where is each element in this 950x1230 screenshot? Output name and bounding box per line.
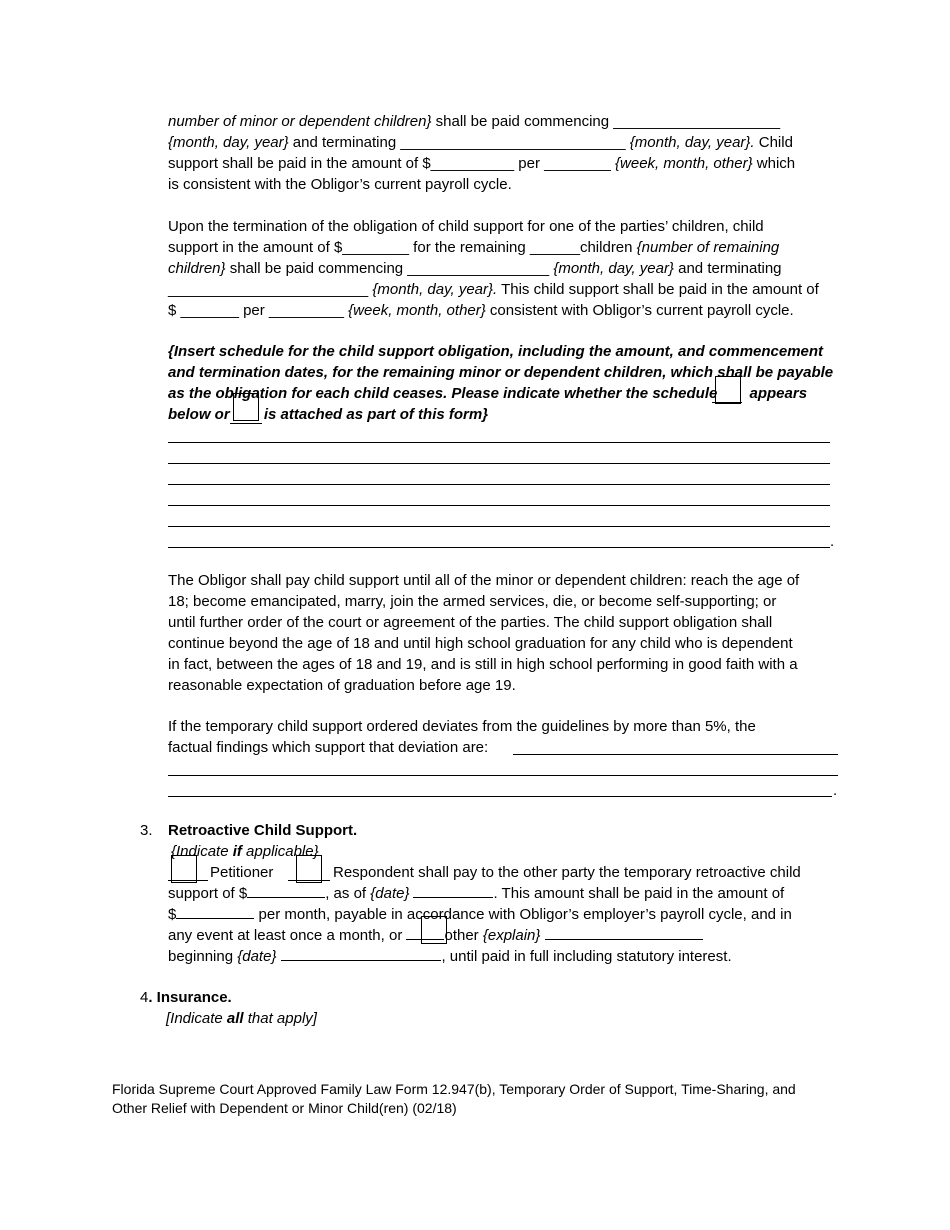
text: consistent with Obligor’s current payroll cycle. (485, 302, 794, 319)
text: applicable} (241, 843, 319, 860)
text: and terminating (673, 260, 782, 277)
text: This child support shall be paid in the amount of (497, 281, 819, 298)
text: in fact, between the ages of 18 and 19, and is still in high school performing in good faith with a (168, 656, 798, 673)
text: that apply] (243, 1010, 317, 1027)
text: if (232, 843, 242, 860)
blank-line[interactable] (168, 484, 830, 485)
deviation-findings-line[interactable] (168, 796, 832, 797)
text: per month, payable in accordance with Obligor’s employer’s payroll cycle, and in (254, 906, 792, 923)
other-checkbox[interactable] (421, 916, 447, 944)
text: {month, day, year}. (372, 281, 498, 298)
text: number of minor or dependent children} (168, 113, 432, 130)
blank-line[interactable] (168, 547, 830, 548)
retro-as-of-date-field[interactable] (413, 884, 493, 898)
text: and termination dates, for the remaining minor or dependent children, which shall be payable (168, 364, 834, 381)
text: beginning (168, 948, 238, 965)
schedule-attached-checkbox[interactable] (233, 393, 259, 421)
blank-line[interactable] (168, 442, 830, 443)
text: {week, month, other} (615, 155, 753, 172)
text: is attached as part of this form} (259, 406, 489, 423)
text: Upon the termination of the obligation of child support for one of the parties’ children, child (168, 218, 764, 235)
retro-support-amount-field[interactable] (247, 884, 325, 898)
text: and terminating ___________________________ (288, 134, 630, 151)
text: {number of remaining (636, 239, 780, 256)
respondent-label: Respondent shall pay to the other party the temporary retroactive child (333, 864, 801, 881)
text: . This amount shall be paid in the amount of (493, 885, 785, 902)
text: until further order of the court or agreement of the parties. The child support obligation shall (168, 614, 773, 631)
footer-line: Florida Supreme Court Approved Family Law Form 12.947(b), Temporary Order of Support, Time-Sharing, and (112, 1081, 796, 1097)
text: support shall be paid in the amount of $__________ per ________ (168, 155, 616, 172)
text: {date} (370, 885, 410, 902)
text: Child (754, 134, 793, 151)
text: 18; become emancipated, marry, join the armed services, die, or become self-supporting; or (168, 593, 777, 610)
text: {Insert schedule for the child support obligation, including the amount, and commencement (168, 343, 824, 360)
text: If the temporary child support ordered deviates from the guidelines by more than 5%, the (168, 718, 756, 735)
blank-line[interactable] (168, 463, 830, 464)
section-number: 3. (140, 822, 153, 839)
text: . (833, 782, 838, 799)
text: {month, day, year} (168, 134, 289, 151)
text: $ (168, 906, 177, 923)
text: {month, day, year} (553, 260, 674, 277)
respondent-checkbox[interactable] (296, 855, 322, 883)
footer-line: Other Relief with Dependent or Minor Child(ren) (02/18) (112, 1100, 457, 1116)
text: factual findings which support that deviation are: (168, 739, 489, 756)
beginning-date-field[interactable] (281, 947, 441, 961)
petitioner-checkbox[interactable] (171, 855, 197, 883)
text: is consistent with the Obligor’s current payroll cycle. (168, 176, 512, 193)
text: {month, day, year}. (629, 134, 755, 151)
text: as the obligation for each child ceases. Please indicate whether the schedule (168, 385, 722, 402)
text: The Obligor shall pay child support until all of the minor or dependent children: reach the age of (168, 572, 800, 589)
section-title: . Insurance. (148, 989, 232, 1006)
text: shall be paid commencing ____________________ (431, 113, 781, 130)
text: . (830, 533, 835, 550)
petitioner-label: Petitioner (210, 864, 274, 881)
text: , as of (325, 885, 371, 902)
text: other (444, 927, 483, 944)
deviation-findings-line[interactable] (513, 754, 838, 755)
text: continue beyond the age of 18 and until high school graduation for any child who is dependent (168, 635, 793, 652)
text: {explain} (482, 927, 541, 944)
text: , until paid in full including statutory interest. (441, 948, 732, 965)
section-number: 4 (140, 989, 149, 1006)
text: children} (168, 260, 226, 277)
text: which (752, 155, 796, 172)
text: {Indicate (171, 843, 233, 860)
text: below or (168, 406, 230, 423)
text: {date} (237, 948, 277, 965)
schedule-appears-below-checkbox[interactable] (715, 376, 741, 404)
text: $ _______ per _________ (168, 302, 349, 319)
other-explain-field[interactable] (545, 926, 703, 940)
text: any event at least once a month, or (168, 927, 407, 944)
blank-line[interactable] (168, 526, 830, 527)
blank-line[interactable] (168, 505, 830, 506)
text: appears (749, 385, 808, 402)
text: ________________________ (168, 281, 373, 298)
text: {week, month, other} (348, 302, 486, 319)
text: shall be paid commencing _________________ (225, 260, 554, 277)
deviation-findings-line[interactable] (168, 775, 838, 776)
section-title: Retroactive Child Support. (168, 822, 358, 839)
monthly-amount-field[interactable] (176, 905, 254, 919)
text: [Indicate (166, 1010, 227, 1027)
text: all (226, 1010, 244, 1027)
underline (230, 423, 262, 424)
text: reasonable expectation of graduation before age 19. (168, 677, 516, 694)
text: support of $ (168, 885, 248, 902)
text: support in the amount of $________ for the remaining ______children (168, 239, 637, 256)
